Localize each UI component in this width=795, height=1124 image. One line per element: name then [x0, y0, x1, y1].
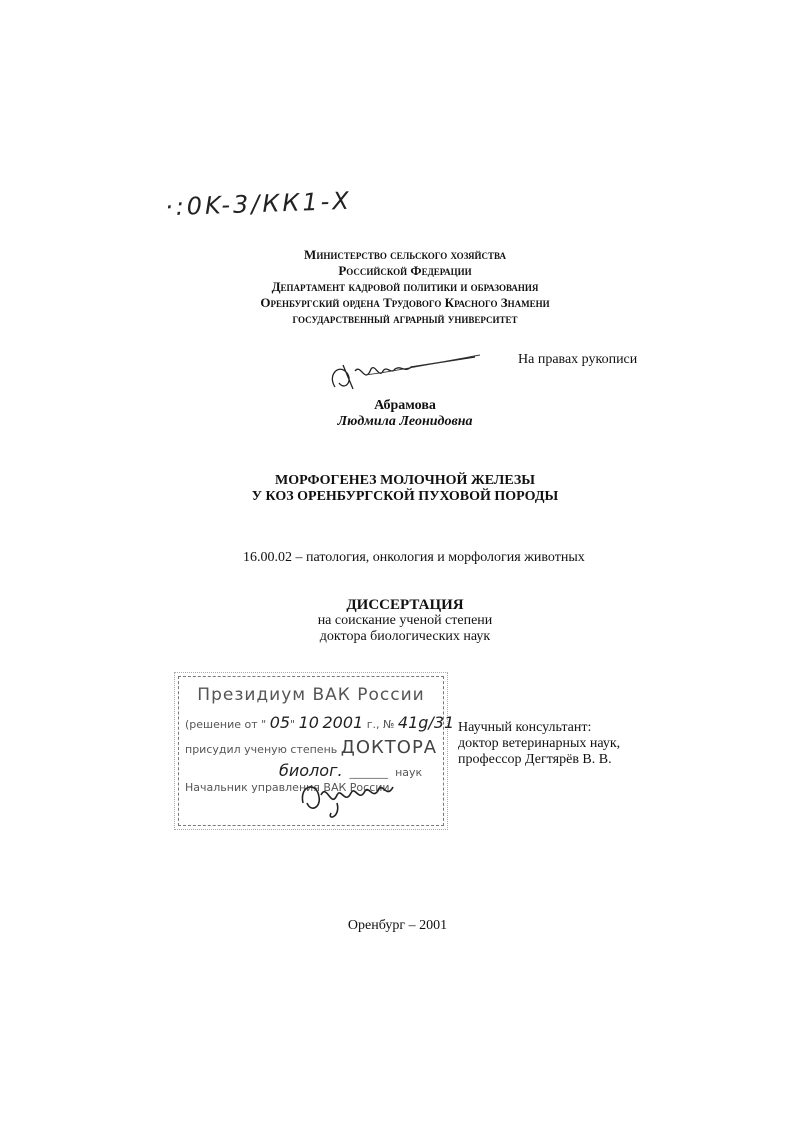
- author-given-names: Людмила Леонидовна: [337, 414, 473, 429]
- stamp-chief-line: Начальник управления ВАК России: [185, 781, 390, 794]
- author-surname: Абрамова: [374, 398, 436, 413]
- consultant-label: Научный консультант:: [458, 720, 592, 735]
- thesis-title: [150, 473, 660, 505]
- consultant-degree: доктор ветеринарных наук,: [458, 736, 621, 751]
- header-line: Департамент кадровой политики и образования: [271, 279, 539, 294]
- header-line: Российской Федерации: [338, 263, 472, 278]
- dissertation-heading: ДИССЕРТАЦИЯ: [346, 597, 464, 613]
- stamp-decision-line: (решение от " 05" 10 2001 г., № 41g/31: [185, 713, 455, 732]
- scientific-consultant: [458, 720, 620, 768]
- handwritten-catalog-code: ·:0K-3/КК1-X: [164, 186, 353, 222]
- header-line: Оренбургский ордена Трудового Красного Знамени: [260, 295, 550, 310]
- vak-approval-stamp: [178, 676, 455, 826]
- author-block: [250, 398, 560, 430]
- specialty-code: 16.00.02 – патология, онкология и морфология животных: [243, 550, 585, 565]
- consultant-name: профессор Дегтярёв В. В.: [458, 752, 612, 767]
- stamp-science-line: биолог. _______ наук: [279, 761, 423, 780]
- institution-header: [150, 247, 660, 327]
- dissertation-line: на соискание ученой степени: [317, 613, 493, 628]
- title-line: МОРФОГЕНЕЗ МОЛОЧНОЙ ЖЕЛЕЗЫ: [275, 473, 535, 488]
- place-and-year: Оренбург – 2001: [347, 918, 448, 933]
- dissertation-line: доктора биологических наук: [319, 629, 491, 644]
- header-line: Министерство сельского хозяйства: [304, 247, 506, 262]
- stamp-awarded-line: присудил ученую степень ДОКТОРА: [185, 737, 438, 758]
- stamp-heading: Президиум ВАК России: [197, 685, 425, 705]
- title-line: У КОЗ ОРЕНБУРГСКОЙ ПУХОВОЙ ПОРОДЫ: [251, 489, 559, 504]
- stamp-signature: [297, 773, 407, 823]
- rights-note: На правах рукописи: [518, 352, 638, 367]
- header-line: государственный аграрный университет: [292, 311, 518, 326]
- dissertation-block: [250, 597, 560, 645]
- author-signature: [325, 345, 485, 400]
